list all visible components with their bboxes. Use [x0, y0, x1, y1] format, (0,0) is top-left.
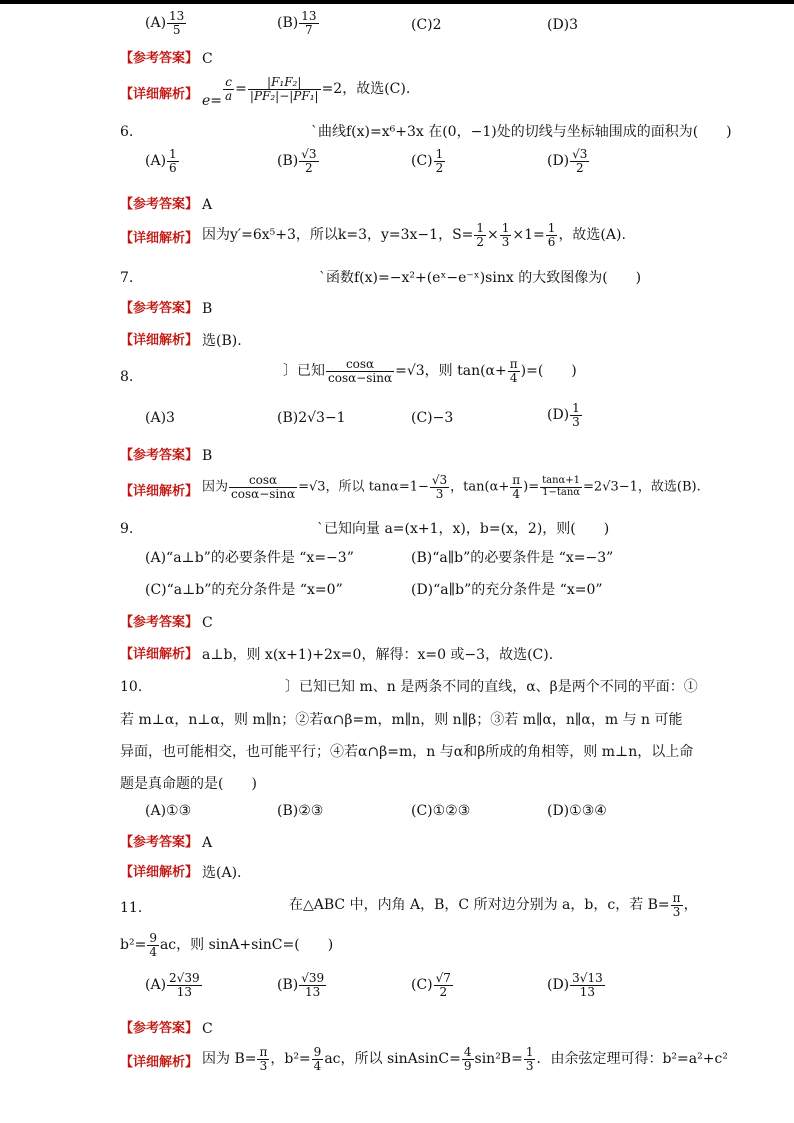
- q6-stem: `曲线f(x)=x⁶+3x 在(0，−1)处的切线与坐标轴围成的面积为( ): [311, 124, 732, 140]
- q11-line2-text: b²= $\frac{9}{4}$ ac，则 sinA+sinC=( ): [120, 931, 334, 959]
- q9-option-d: (D)“a∥b”的充分条件是 “x=0”: [411, 582, 603, 598]
- q7-stem: `函数f(x)=−x²+(eˣ−e⁻ˣ)sinx 的大致图像为( ): [319, 270, 642, 286]
- q5-option-d: (D)3: [547, 17, 579, 33]
- q6-analysis-text: 因为y′=6x⁵+3，所以k=3，y=3x−1，S= $\frac{1}{2}$ × $\frac{1}{3}$ ×1= $\frac{1}{6}$ ，故选(A).: [202, 221, 626, 249]
- analysis-tag: 【详细解析】: [120, 865, 199, 880]
- q10-stem-line1: 〕已知已知 m、n 是两条不同的直线，α、β是两个不同的平面：①: [285, 679, 698, 695]
- q8-analysis-text: 因为 $\frac{\cos\alpha}{\cos\alpha-\sin\alpha}$ =√3，所以 tanα=1− $\frac{√3}{3}$ ，tan(α+ $\frac{\pi}{4}$ )= $\frac{\tan\alpha+1}{1-\tan\alpha}$ =2√3−1，故选(B).: [202, 473, 701, 501]
- q11-option-c: (C) $\frac{√7}{2}$: [411, 971, 451, 999]
- q9-option-b: (B)“a∥b”的必要条件是 “x=−3”: [411, 550, 614, 566]
- q8-stem: 〕已知 $\frac{\cos\alpha}{\cos\alpha-\sin\alpha}$ =√3，则 tan(α+ $\frac{\pi}{4}$ )=( ): [283, 357, 577, 385]
- q10-line2-text: 若 m⊥α，n⊥α，则 m∥n；②若α∩β=m，m∥n，则 n∥β；③若 m∥α，n∥α，m 与 n 可能: [120, 712, 683, 728]
- q5-analysis-formula: e= $\frac{c}{a}$ = $\frac{\text{|F₁F₂|}}{\text{|PF₂|−|PF₁|}}$ =2，故选(C).: [202, 75, 411, 110]
- q6-option-b: (B) $\frac{√3}{2}$: [277, 147, 317, 175]
- q10-line3-text: 异面，也可能相交，也可能平行；④若α∩β=m，n 与α和β所成的角相等，则 m⊥n，以上命: [120, 744, 694, 760]
- q10-option-b: (B)②③: [277, 803, 324, 819]
- analysis-tag: 【详细解析】: [120, 1055, 199, 1070]
- answer-tag: 【参考答案】: [120, 301, 199, 316]
- answer-tag: 【参考答案】: [120, 1021, 199, 1036]
- q11-analysis-text: 因为 B= $\frac{\pi}{3}$ ，b²= $\frac{9}{4}$ ac，所以 sinAsinC= $\frac{4}{9}$ sin²B= $\frac{1}{3}$ ．由余弦定理可得：b²=a²+c²: [202, 1045, 728, 1073]
- q8-option-d: (D) $\frac{1}{3}$: [547, 401, 580, 429]
- q9-option-a: (A)“a⊥b”的必要条件是 “x=−3”: [145, 550, 354, 566]
- q8-option-a: (A)3: [145, 410, 175, 426]
- question-number: 6.: [120, 124, 134, 140]
- q11-option-a: (A) $\frac{2√39}{13}$: [145, 971, 200, 999]
- q6-option-c: (C) $\frac{1}{2}$: [411, 147, 444, 175]
- q5-option-a: (A) $\frac{13}{5}$: [145, 9, 185, 37]
- q9-option-c: (C)“a⊥b”的充分条件是 “x=0”: [145, 582, 343, 598]
- q8-option-c: (C)−3: [411, 410, 454, 426]
- q8-option-b: (B)2√3−1: [277, 410, 346, 426]
- answer-tag: 【参考答案】: [120, 835, 199, 850]
- q5-option-b: (B) $\frac{13}{7}$: [277, 9, 317, 37]
- q10-option-a: (A)①③: [145, 803, 192, 819]
- q11-stem: 在△ABC 中，内角 A，B，C 所对边分别为 a，b，c，若 B= $\frac{\pi}{3}$ ，: [289, 891, 698, 919]
- answer-tag: 【参考答案】: [120, 51, 199, 66]
- answer-value: A: [202, 835, 213, 851]
- analysis-tag: 【详细解析】: [120, 484, 199, 499]
- q10-option-d: (D)①③④: [547, 803, 607, 819]
- q5-option-c: (C)2: [411, 17, 442, 33]
- analysis-tag: 【详细解析】: [120, 333, 199, 348]
- analysis-value: a⊥b，则 x(x+1)+2x=0，解得：x=0 或−3，故选(C).: [202, 647, 554, 663]
- analysis-tag: 【详细解析】: [120, 231, 199, 246]
- answer-tag: 【参考答案】: [120, 448, 199, 463]
- question-number: 10.: [120, 679, 143, 695]
- analysis-value: 选(B).: [202, 333, 242, 349]
- question-number: 11.: [120, 900, 143, 916]
- answer-value: C: [202, 51, 213, 67]
- answer-tag: 【参考答案】: [120, 615, 199, 630]
- q6-option-d: (D) $\frac{√3}{2}$: [547, 147, 588, 175]
- q10-line4-text: 题是真命题的是( ): [120, 776, 257, 792]
- analysis-value: 选(A).: [202, 865, 242, 881]
- q11-option-b: (B) $\frac{√39}{13}$: [277, 971, 325, 999]
- answer-value: A: [202, 197, 213, 213]
- question-number: 8.: [120, 369, 134, 385]
- analysis-tag: 【详细解析】: [120, 87, 199, 102]
- answer-value: B: [202, 448, 213, 464]
- q10-option-c: (C)①②③: [411, 803, 471, 819]
- answer-value: B: [202, 301, 213, 317]
- analysis-tag: 【详细解析】: [120, 647, 199, 662]
- top-border: [0, 0, 794, 4]
- q11-option-d: (D) $\frac{3√13}{13}$: [547, 971, 603, 999]
- q9-stem: `已知向量 a=(x+1，x)，b=(x，2)，则( ): [317, 521, 610, 537]
- question-number: 7.: [120, 270, 134, 286]
- answer-value: C: [202, 1021, 213, 1037]
- q6-option-a: (A) $\frac{1}{6}$: [145, 147, 177, 175]
- answer-value: C: [202, 615, 213, 631]
- answer-tag: 【参考答案】: [120, 197, 199, 212]
- question-number: 9.: [120, 521, 134, 537]
